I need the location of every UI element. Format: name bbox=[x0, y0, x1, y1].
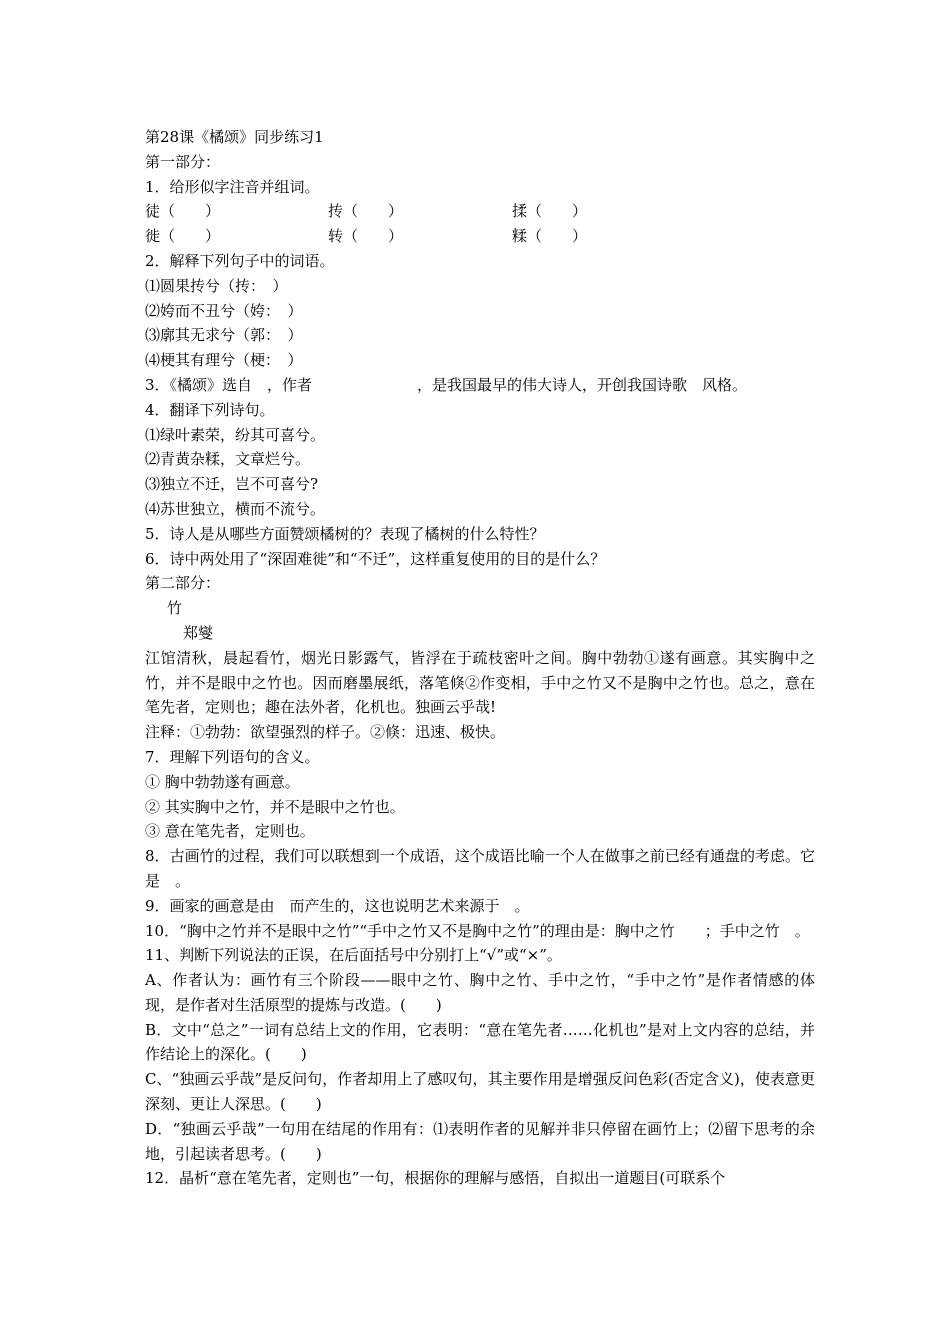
question-2: 2．解释下列句子中的词语。 bbox=[145, 251, 335, 270]
char-cell: 糅（ ） bbox=[512, 227, 588, 246]
char-cell: 转（ ） bbox=[328, 227, 404, 246]
question-4-item: ⑵青黄杂糅，文章烂兮。 bbox=[145, 450, 311, 469]
question-12: 12．晶析“意在笔先者，定则也”一句，根据你的理解与感悟，自拟出一道题目(可联系个 bbox=[145, 1169, 726, 1188]
question-9: 9．画家的画意是由 而产生的，这也说明艺术来源于 。 bbox=[145, 896, 530, 915]
question-10: 10．“胸中之竹并不是眼中之竹”“手中之竹又不是胸中之竹”的理由是：胸中之竹 ；手中之竹 。 bbox=[145, 921, 810, 940]
section-heading-part2: 第二部分： bbox=[145, 574, 221, 593]
section-heading-part1: 第一部分： bbox=[145, 152, 221, 171]
char-cell: 徒（ ） bbox=[145, 202, 221, 221]
question-11-option: D．“独画云乎哉”一句用在结尾的作用有：⑴表明作者的见解并非只停留在画竹上；⑵留下思考的余地，引起读者思考。( ) bbox=[145, 1119, 815, 1163]
char-cell: 抟（ ） bbox=[328, 202, 404, 221]
char-row bbox=[145, 199, 815, 224]
document-body bbox=[145, 125, 815, 1191]
question-4-item: ⑴绿叶素荣，纷其可喜兮。 bbox=[145, 425, 326, 444]
question-7: 7．理解下列语句的含义。 bbox=[145, 747, 320, 766]
char-cell: 揉（ ） bbox=[512, 202, 588, 221]
question-4-item: ⑶独立不迁，岂不可喜兮? bbox=[145, 475, 319, 494]
question-11-option: A、作者认为：画竹有三个阶段——眼中之竹、胸中之竹、手中之竹，“手中之竹”是作者情感的体现，是作者对生活原型的提炼与改造。( ) bbox=[145, 971, 815, 1014]
question-2-item: ⑶廓其无求兮（郭： ） bbox=[145, 326, 303, 345]
question-1: 1．给形似字注音并组词。 bbox=[145, 177, 320, 196]
question-2-item: ⑷梗其有理兮（梗： ） bbox=[145, 351, 303, 370]
char-row bbox=[145, 224, 815, 249]
question-4-item: ⑷苏世独立，横而不流兮。 bbox=[145, 499, 326, 518]
question-2-item: ⑵姱而不丑兮（姱： ） bbox=[145, 301, 303, 320]
question-7-item: ① 胸中勃勃遂有画意。 bbox=[145, 772, 300, 791]
question-7-item: ③ 意在笔先者，定则也。 bbox=[145, 822, 315, 841]
essay-note: 注释：①勃勃：欲望强烈的样子。②倏：迅速、极快。 bbox=[145, 723, 506, 742]
essay-title: 竹 bbox=[167, 599, 183, 618]
document-title: 第28课《橘颂》同步练习1 bbox=[145, 128, 324, 146]
question-8: 8．古画竹的过程，我们可以联想到一个成语，这个成语比喻一个人在做事之前已经有通盘的考虑。它是 。 bbox=[145, 847, 815, 890]
essay-text: 江馆清秋，晨起看竹，烟光日影露气，皆浮在于疏枝密叶之间。胸中勃勃①遂有画意。其实胸中之竹，并不是眼中之竹也。因而磨墨展纸，落笔倏②作变相，手中之竹又不是胸中之竹也。总之，意在笔先者，定则也；趣在法外者，化机也。独画云乎哉! bbox=[145, 648, 815, 717]
question-11: 11、判断下列说法的正误，在后面括号中分别打上“√”或“×”。 bbox=[145, 946, 562, 965]
question-4: 4．翻译下列诗句。 bbox=[145, 400, 275, 419]
question-11-option: C、“独画云乎哉”是反问句，作者却用上了感叹句，其主要作用是增强反问色彩(否定含义)，使表意更深刻、更让人深思。( ) bbox=[145, 1070, 815, 1114]
question-6: 6．诗中两处用了“深固难徙”和“不迁”，这样重复使用的目的是什么？ bbox=[145, 549, 606, 568]
essay-author: 郑燮 bbox=[183, 623, 214, 642]
question-3: 3．《橘颂》选自 ，作者 ，是我国最早的伟大诗人，开创我国诗歌 风格。 bbox=[145, 375, 748, 394]
question-7-item: ② 其实胸中之竹，并不是眼中之竹也。 bbox=[145, 797, 405, 816]
question-5: 5．诗人是从哪些方面赞颂橘树的？表现了橘树的什么特性？ bbox=[145, 524, 545, 543]
char-cell: 徙（ ） bbox=[145, 227, 221, 246]
question-11-option: B．文中“总之”一词有总结上文的作用，它表明：“意在笔先者……化机也”是对上文内容的总结，并作结论上的深化。( ) bbox=[145, 1020, 815, 1064]
question-2-item: ⑴圆果抟兮（抟： ） bbox=[145, 276, 288, 295]
